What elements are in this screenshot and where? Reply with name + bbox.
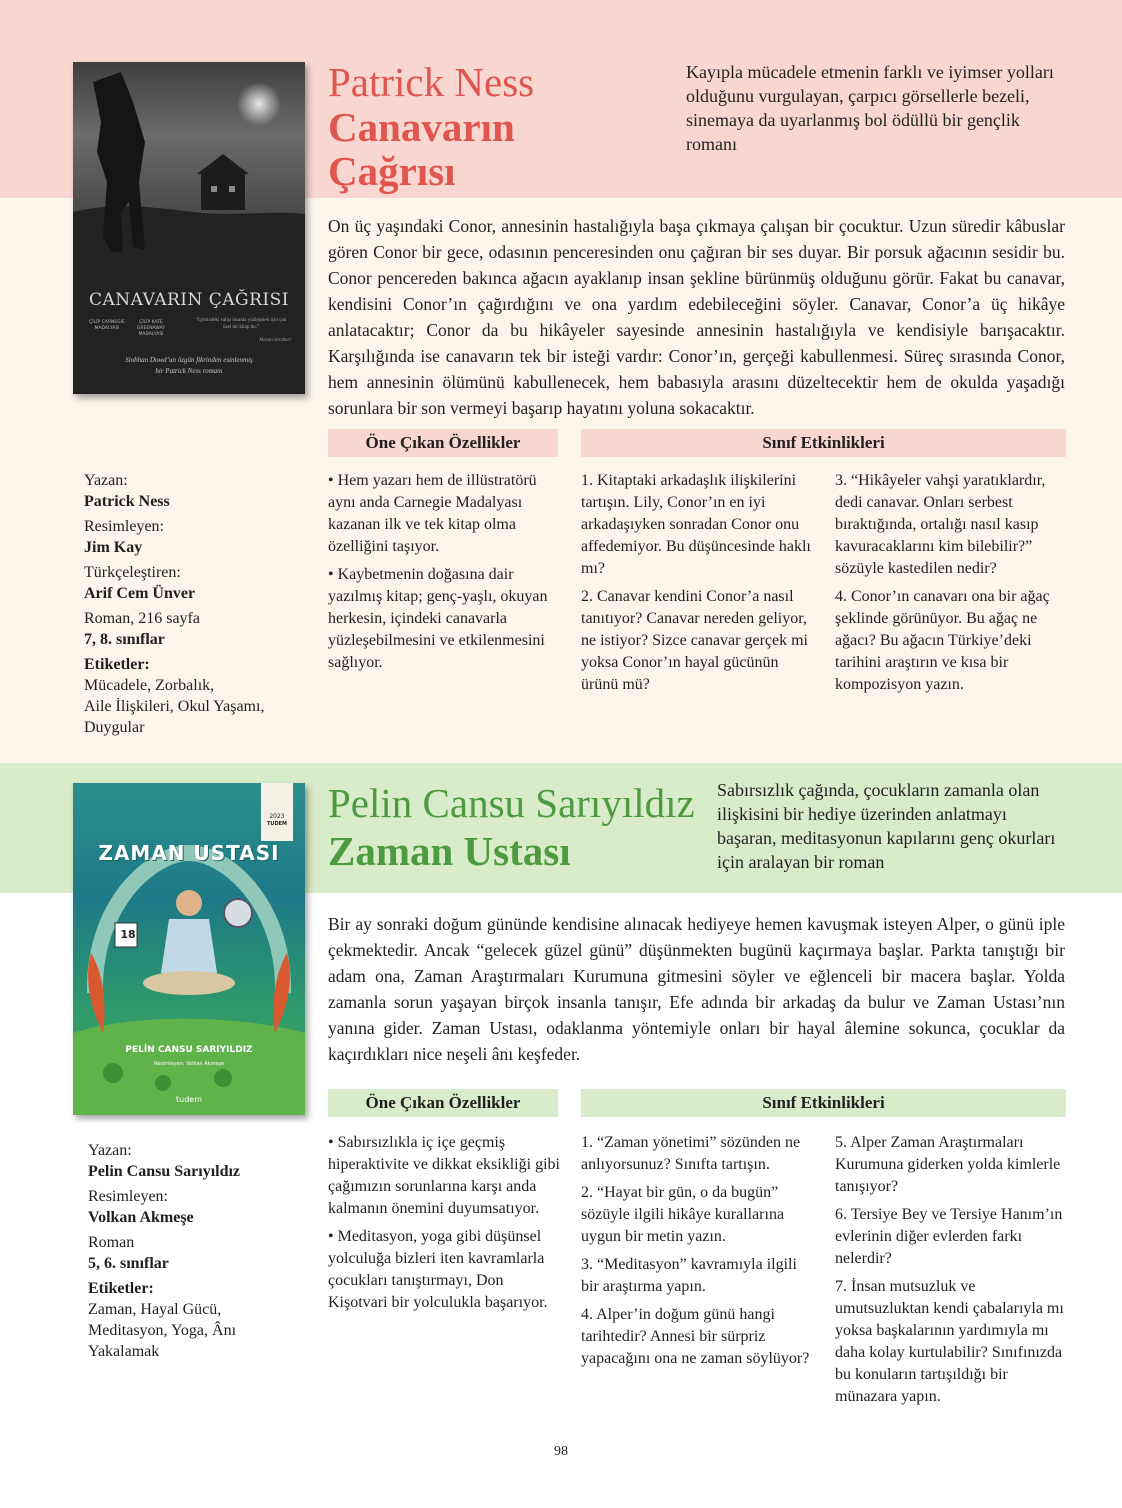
grass-spot — [155, 1075, 171, 1091]
book2-lead-text: Sabırsızlık çağında, çocukların zamanla olan ilişkisini bir hediye üzerinden anlatmayı başaran, meditasyonun kapılarını genç okurları için aralayan bir roman — [717, 780, 1056, 872]
feature-item: • Kaybetmenin doğasına dair yazılmış kitap; genç-yaşlı, okuyan herkesin, içindeki canavarla yüzleşebilmesini ve etkilenmesini sağlıyor. — [328, 566, 548, 671]
tags-value: Meditasyon, Yoga, Ânı — [88, 1322, 237, 1339]
book2-features-header: Öne Çıkan Özellikler — [328, 1089, 558, 1117]
page-number: 98 — [554, 1444, 568, 1459]
book1-activities-header: Sınıf Etkinlikleri — [581, 429, 1066, 457]
calendar-date: 18 — [120, 928, 136, 941]
book1-activities-col2 — [835, 470, 1067, 702]
book1-cover-quote-source: Meyan Sersburt — [259, 338, 291, 343]
activity-item: 5. Alper Zaman Araştırmaları Kurumuna giderken yolda kimlerle tanışıyor? — [835, 1134, 1061, 1195]
book2-cover-illustrator: Resimleyen: Volkan Akmeşe — [153, 1061, 225, 1067]
activity-item: 1. Kitaptaki arkadaşlık ilişkilerini tartışın. Lily, Conor’ın en iyi arkadaşıyken sonradan Conor onu affedemiyor. Bu düşüncesinde haklı mı? — [581, 472, 811, 577]
grades-value: 7, 8. sınıflar — [84, 631, 165, 648]
moon-shape — [237, 82, 281, 126]
writer-label: Yazan: — [84, 472, 128, 489]
badge-text: TUDEM — [266, 821, 287, 827]
illustrator-value: Volkan Akmeşe — [88, 1209, 194, 1226]
book1-cover-image — [73, 62, 305, 394]
tags-value: Yakalamak — [88, 1343, 160, 1360]
book2-cover-image — [73, 783, 305, 1115]
book1-summary: On üç yaşındaki Conor, annesinin hastalığıyla başa çıkmaya çalışan bir çocuktur. Uzun süredir kâbuslar gören Conor bir gece, odasının penceresinden onu çağıran bir ses duyar. Bir porsuk ağacının sesidir bu. Conor pencereden bakınca ağacın ayaklanıp insan şekline bürünmüş olduğunu görür. Fakat bu canavar, kendisini Conor’ın çağırdığını ve ona yardım edebileceğini söyler. Canavar, Conor’a üç hikâye anlatacaktır; Conor da bu hikâyeler sayesinde annesinin hastalığıyla ve kendisiyle barışacaktır. Karşılığında ise canavarın tek bir isteği vardır: Conor’ın, gerçeği kabullenmesi. Süreç sırasında Conor, hem annesinin ölümünü kabullenecek, hem babasıyla arasını düzeltecektir hem de okulda yaşadığı sorunlara bir son vermeyi başarıp hayatını yoluna sokacaktır. — [328, 216, 1065, 418]
book2-cover-author: PELİN CANSU SARIYILDIZ — [125, 1045, 253, 1055]
book1-title-line2: Çağrısı — [328, 148, 456, 194]
book1-cover-title: CANAVARIN ÇAĞRISI — [88, 290, 290, 310]
book1-activities-col1 — [581, 470, 813, 702]
writer-label: Yazan: — [88, 1142, 132, 1159]
tags-value: Aile İlişkileri, Okul Yaşamı, — [84, 698, 265, 715]
activity-item: 6. Tersiye Bey ve Tersiye Hanım’ın evlerinin diğer evlerden farkı nelerdir? — [835, 1206, 1063, 1267]
book1-cover-byline1: Siobhan Dowd’un özgün fikrinden esinlenmiş — [125, 356, 253, 364]
activity-item: 1. “Zaman yönetimi” sözünden ne anlıyorsunuz? Sınıfta tartışın. — [581, 1134, 801, 1173]
tags-label: Etiketler: — [84, 656, 150, 673]
house-roof — [197, 154, 249, 174]
activity-item: 4. Conor’ın canavarı ona bir ağaç şeklinde görünüyor. Bu ağaç ne ağacı? Bu ağacın Türkiye’deki tarihini araştırın ve kısa bir kompozisyon yazın. — [835, 588, 1050, 693]
badge-year: 2023 — [269, 813, 285, 820]
writer-value: Patrick Ness — [84, 493, 170, 510]
translator-value: Arif Cem Ünver — [84, 585, 196, 602]
illustrator-value: Jim Kay — [84, 539, 143, 556]
book1-cover-art — [73, 62, 305, 394]
activity-item: 3. “Meditasyon” kavramıyla ilgili bir araştırma yapın. — [581, 1256, 797, 1295]
book2-activities-header: Sınıf Etkinlikleri — [581, 1089, 1066, 1117]
tags-value: Duygular — [84, 719, 145, 736]
house-window — [211, 186, 217, 192]
book2-summary: Bir ay sonraki doğum gününde kendisine alınacak hediyeye hemen kavuşmak isteyen Alper, o günü iple çekmektedir. Ancak “gelecek güzel günü” düşünmekten bugünü kaçırmaya başlar. Parkta tanıştığı bir adam ona, Zaman Araştırmaları Kurumuna gitmesini söyler ve eğlenceli bir macera başlar. Yolda zamanla sorun yaşayan birçok insanla tanışır, Efe adında bir arkadaş da bulur ve Zaman Ustası’nın yanına gider. Zaman Ustası, odaklanma yöntemiyle onları bir hayal âlemine sokunca, çocuklar da kaçırdıkları nice neşeli ânı keşfeder. — [328, 914, 1065, 1064]
house-shape — [201, 174, 245, 210]
book1-lead-text: Kayıpla mücadele etmenin farklı ve iyimser yolları olduğunu vurgulayan, çarpıcı görsellerle bezeli, sinemaya da uyarlanmış bol ödüllü bir gençlik romanı — [686, 62, 1054, 154]
book2-cover-title: ZAMAN USTASI — [98, 841, 280, 865]
book1-features-header: Öne Çıkan Özellikler — [328, 429, 558, 457]
house-window — [229, 186, 235, 192]
book1-cover-byline2: bir Patrick Ness romanı — [155, 367, 223, 375]
book1-cover-quote: “İçimizdeki vahşi insanla yüzleşmek için çok özel bir kitap bu.” — [195, 318, 287, 330]
clock-icon — [224, 899, 252, 927]
award-badge — [261, 783, 293, 841]
book2-activities-col1 — [581, 1132, 813, 1376]
book1-features-list — [328, 470, 560, 680]
activity-item: 2. Canavar kendini Conor’a nasıl tanıtıyor? Canavar nereden geliyor, ne istiyor? Sizce canavar gerçek mi yoksa Conor’ın hayal gücünün ürünü mü? — [581, 588, 808, 693]
tags-value: Zaman, Hayal Gücü, — [88, 1301, 222, 1318]
publisher-logo: tudem — [176, 1095, 202, 1104]
book1-cover-award2: ÇİLİP KATE GREENAWAY MADALYASI — [136, 320, 166, 337]
cushion — [143, 971, 235, 995]
boy-head — [176, 890, 202, 916]
activity-item: 3. “Hikâyeler vahşi yaratıklardır, dedi canavar. Onları serbest bıraktığında, ortalığı nasıl kasıp kavuracaklarını kim bilebilir?” sözüyle kastedilen nedir? — [835, 472, 1046, 577]
feature-item: • Hem yazarı hem de illüstratörü aynı anda Carnegie Madalyası kazanan ilk ve tek kitap olma özelliğini taşıyor. — [328, 472, 537, 555]
illustrator-label: Resimleyen: — [88, 1188, 168, 1205]
feature-item: • Sabırsızlıkla iç içe geçmiş hiperaktivite ve dikkat eksikliği gibi çağımızın sorunlarına karşı anda kalmanın önemini duyumsatıyor. — [328, 1134, 560, 1217]
book1-author-heading: Patrick Ness — [328, 59, 535, 105]
book2-features-list — [328, 1132, 560, 1320]
format-value: Roman, 216 sayfa — [84, 610, 200, 627]
tags-value: Mücadele, Zorbalık, — [84, 677, 215, 694]
book2-title: Zaman Ustası — [328, 828, 571, 874]
book1-meta — [84, 470, 304, 738]
book2-author-heading: Pelin Cansu Sarıyıldız — [328, 780, 695, 826]
tags-label: Etiketler: — [88, 1280, 154, 1297]
activity-item: 4. Alper’in doğum günü hangi tarihtedir? Annesi bir sürpriz yapacağını ona ne zaman söylüyor? — [581, 1306, 810, 1367]
boy-body — [161, 919, 217, 973]
feature-item: • Meditasyon, yoga gibi düşünsel yolculuğa bizleri iten kavramlarla çocukları tanıştırmayı, Don Kişotvari bir yolculukla başarıyor. — [328, 1228, 548, 1311]
writer-value: Pelin Cansu Sarıyıldız — [88, 1163, 241, 1180]
book2-meta — [88, 1140, 303, 1362]
activity-item: 2. “Hayat bir gün, o da bugün” sözüyle ilgili hikâye kurallarına uygun bir metin yazın. — [581, 1184, 785, 1245]
book1-title-line1: Canavarın — [328, 104, 515, 150]
activity-item: 7. İnsan mutsuzluk ve umutsuzluktan kendi çabalarıyla mı yoksa başkalarının yardımıyla mı daha kolay kurtulabilir? Sınıfınızda bu konuların tartışıldığı bir münazara yapın. — [835, 1278, 1064, 1405]
grass-spot — [214, 1069, 232, 1087]
illustrator-label: Resimleyen: — [84, 518, 164, 535]
translator-label: Türkçeleştiren: — [84, 564, 181, 581]
format-value: Roman — [88, 1234, 135, 1251]
book1-cover-award1: ÇİLİP CARNEGIE MADALYASI — [89, 320, 125, 331]
book2-activities-col2 — [835, 1132, 1067, 1414]
grades-value: 5, 6. sınıflar — [88, 1255, 169, 1272]
